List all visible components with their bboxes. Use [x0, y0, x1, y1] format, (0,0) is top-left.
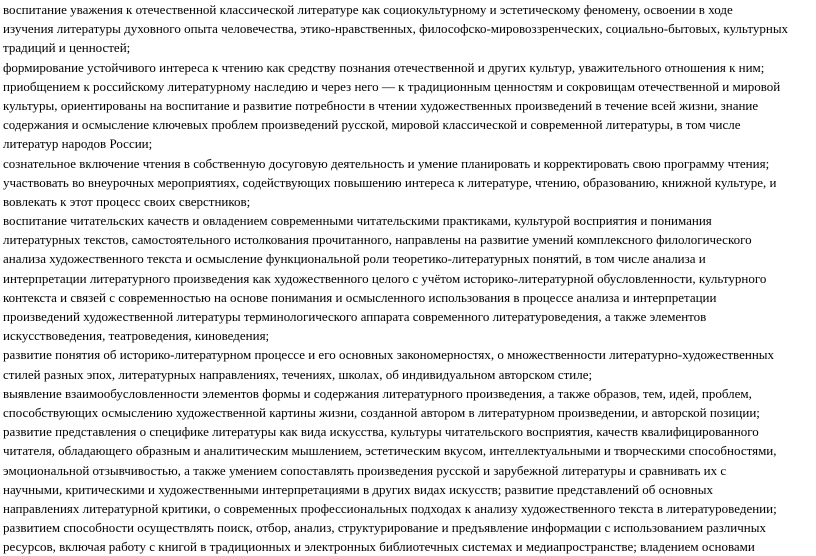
text-line: вовлекать к этот процесс своих сверстников; — [3, 193, 251, 209]
text-line: выявление взаимообусловленности элементов формы и содержания литературного произведения, а также образов, тем, идей, проблем, — [3, 385, 752, 401]
text-line: эмоциональной отзывчивостью, а также умением сопоставлять произведения русской и зарубежной литературы и сравнивать их с — [3, 462, 727, 478]
text-line: произведений художественной литературы терминологического аппарата современного литературоведения, а также элементов — [3, 309, 707, 324]
text-line: анализа художественного текста и осмысление функциональной роли теоретико-литературных понятий, в том числе анализа и — [3, 251, 706, 267]
text-line: направлениях литературной критики, о современных профессиональных подходах к анализу художественного текста в литературоведении; — [3, 500, 777, 516]
text-line: ресурсов, включая работу с книгой в традиционных и электронных библиотечных системах и медиапространстве; владением основами — [3, 539, 755, 555]
text-line: воспитание читательских качеств и овладением современными читательскими практиками, культурой восприятия и понимания — [3, 213, 712, 229]
text-line: приобщением к российскому литературному наследию и через него — к традиционным ценностям и сокровищам отечественной и мировой — [3, 78, 781, 94]
text-line: развитие понятия об историко-литературном процессе и его основных закономерностях, о множественности литературно-художественных — [3, 347, 775, 363]
text-line: стилей разных эпох, литературных направлениях, течениях, школах, об индивидуальном авторском стиле; — [3, 366, 593, 382]
text-line: контекста и связей с современностью на основе понимания и осмысленного использования в процессе анализа и интерпретации — [3, 289, 717, 305]
text-line: способствующих осмыслению художественной картины жизни, созданной автором в литературном произведении, и авторской позиции; — [3, 404, 760, 420]
text-line: развитие представления о специфике литературы как вида искусства, культуры читательского восприятия, качеств квалифицированного — [3, 424, 759, 440]
text-line: участвовать во внеурочных мероприятиях, содействующих повышению интереса к литературе, чтению, образованию, книжной культуре, и — [3, 174, 777, 190]
text-line: формирование устойчивого интереса к чтению как средству познания отечественной и других культур, уважительного отношения к ним; — [3, 59, 765, 75]
text-line: искусствоведения, театроведения, киноведения; — [3, 328, 270, 344]
text-line: интерпретации литературного произведения как художественного целого с учётом историко-литературной обусловленности, культурного — [3, 270, 767, 286]
text-line: традиций и ценностей; — [3, 40, 131, 56]
text-line: культуры, ориентированы на воспитание и развитие потребности в чтении художественных произведений в течение всей жизни, знание — [3, 97, 759, 113]
text-line: содержания и осмысление ключевых проблем произведений русской, мировой классической и современной литературы, в том числе — [3, 117, 741, 133]
text-line: сознательное включение чтения в собственную досуговую деятельность и умение планировать и корректировать свою программу чтения; — [3, 155, 770, 171]
text-line: литературных текстов, самостоятельного истолкования прочитанного, направлены на развитие умений комплексного филологического — [3, 232, 752, 248]
text-line: развитием способности осуществлять поиск, отбор, анализ, структурирование и предъявление информации с использованием различных — [3, 520, 766, 536]
text-line: изучения литературы духовного опыта человечества, этико-нравственных, философско-мировоззренческих, социально-бытовых, культурных — [3, 21, 789, 37]
text-line: научными, критическими и художественными интерпретациями в других видах искусств; развитие представлений об основных — [3, 481, 713, 497]
text-line: воспитание уважения к отечественной классической литературе как социокультурному и эстетическому феномену, освоении в ходе — [3, 2, 733, 17]
text-line: литератур народов России; — [3, 136, 153, 152]
text-line: читателя, обладающего образным и аналитическим мышлением, эстетическим вкусом, интеллектуальными и творческими способностями, — [3, 443, 777, 459]
